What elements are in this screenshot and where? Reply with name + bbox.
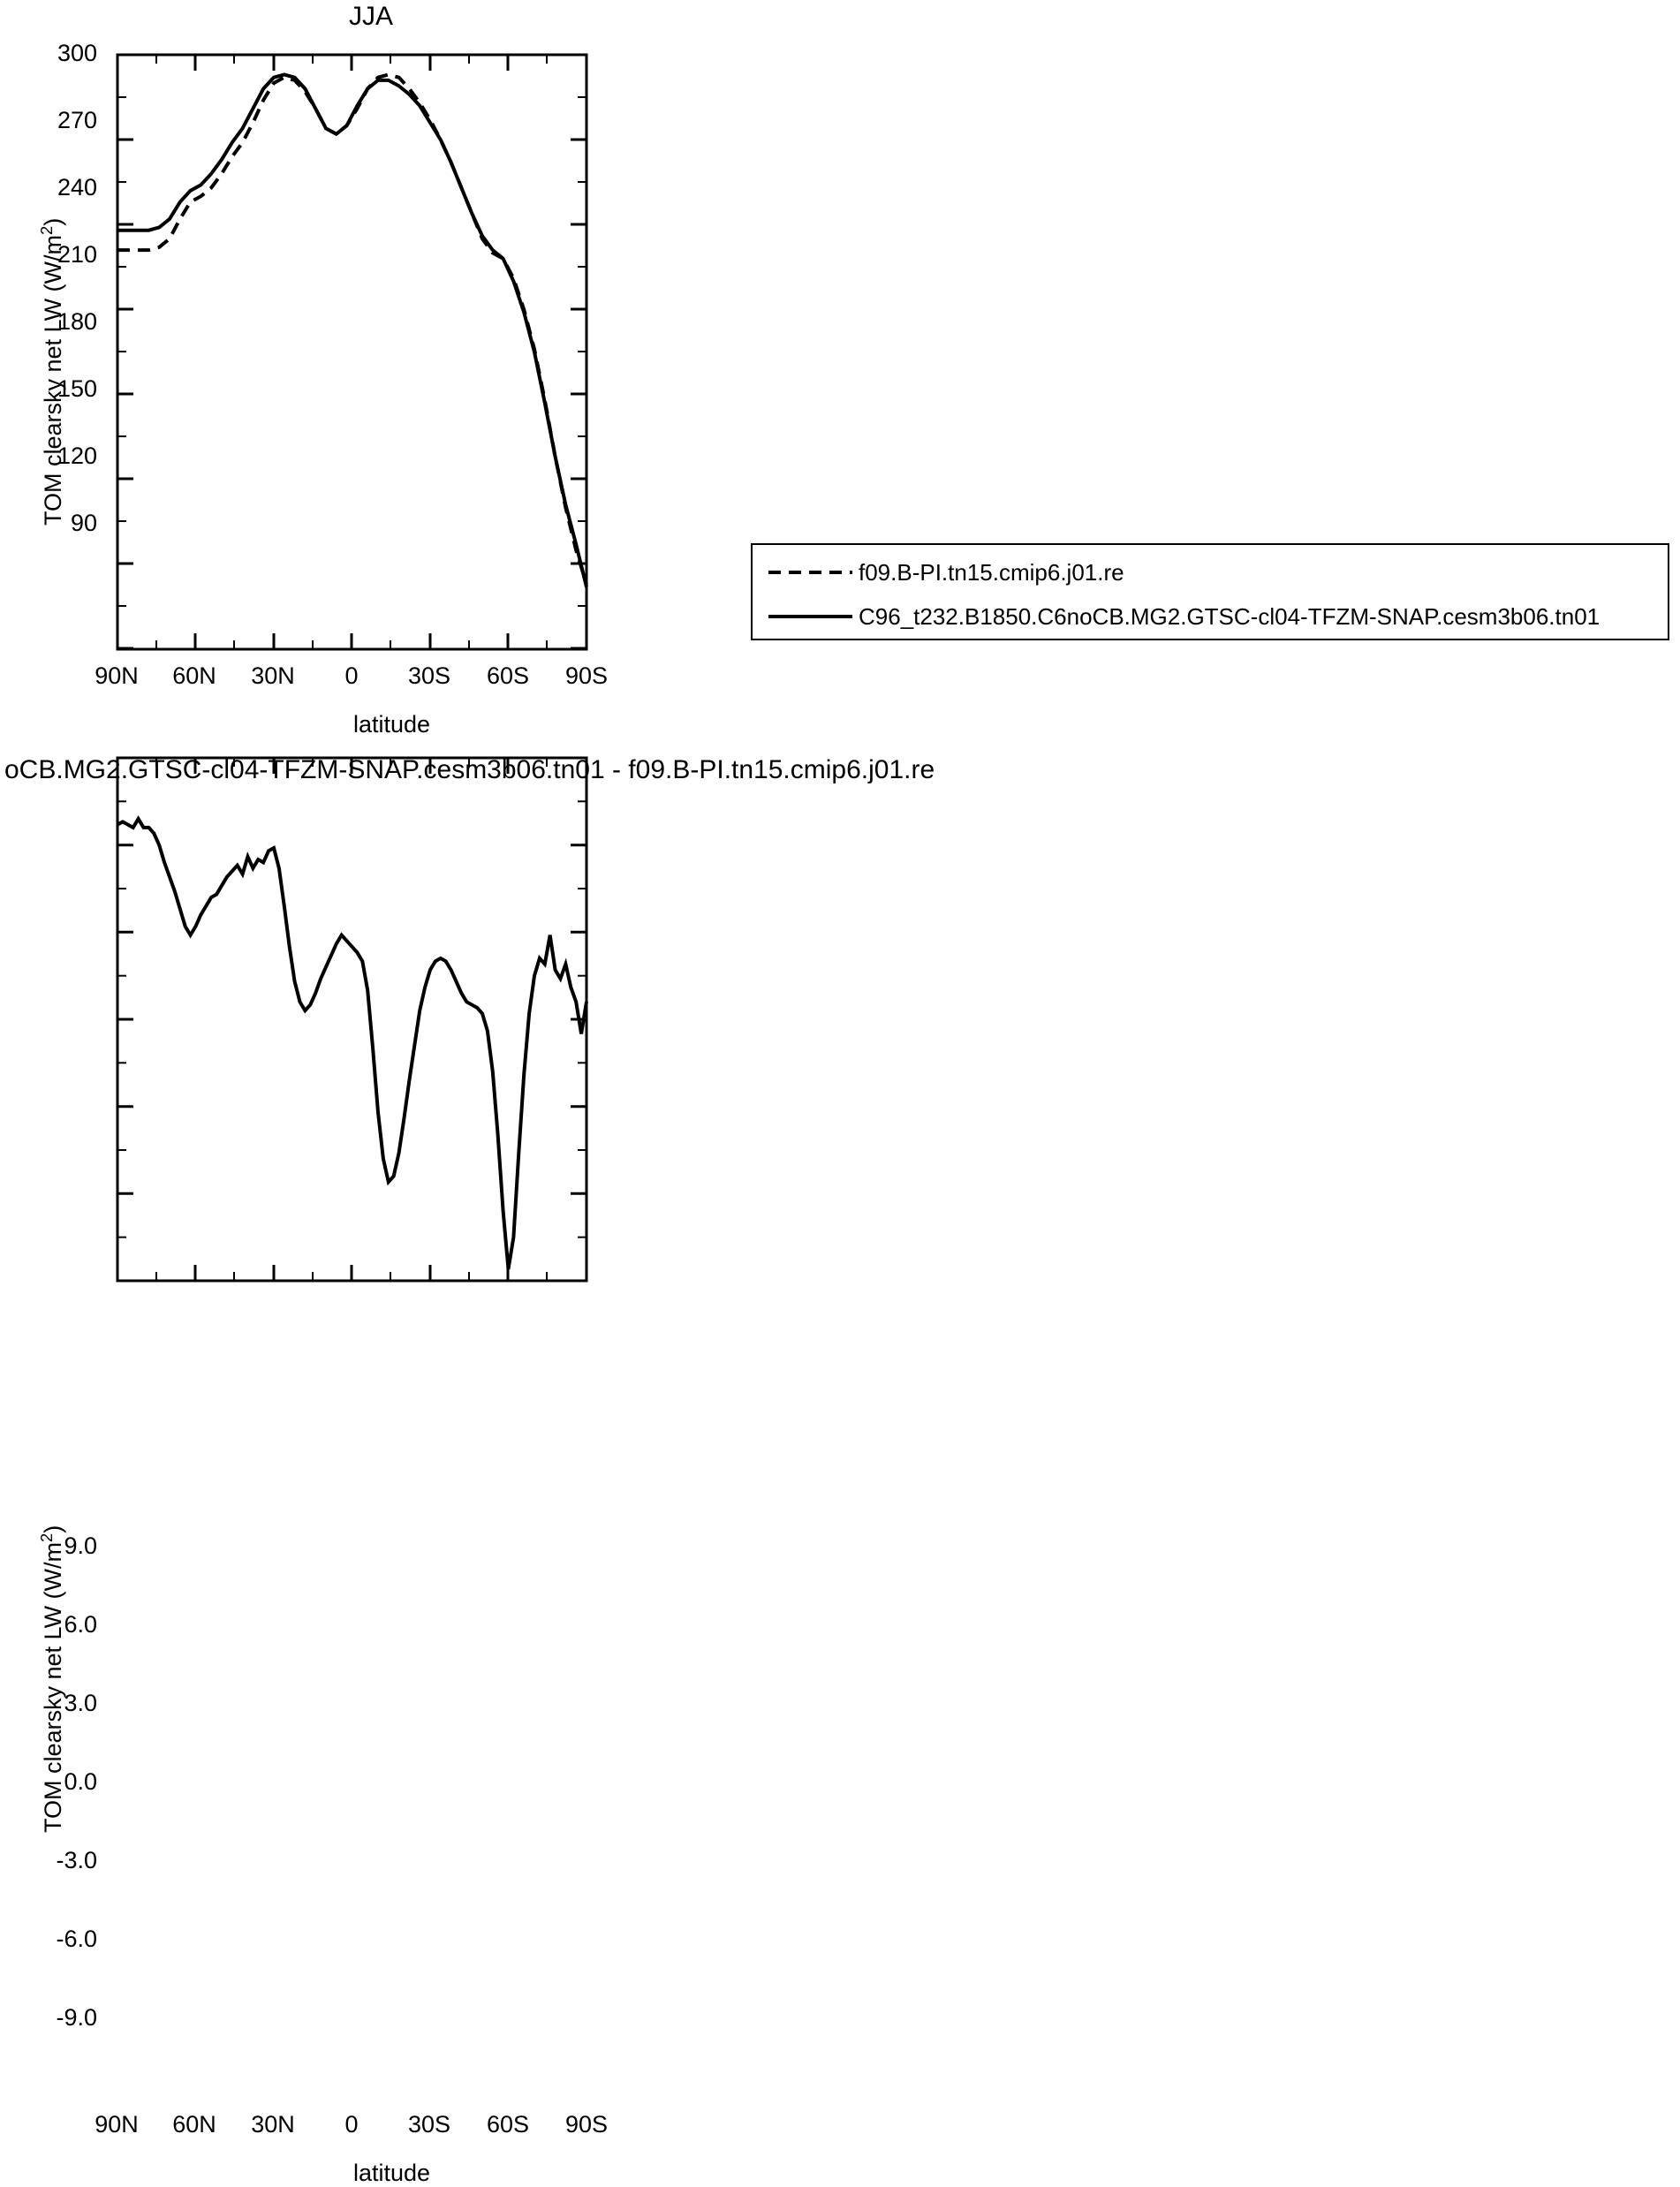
bottom-xtick-30N: 30N bbox=[251, 2111, 295, 2138]
bottom-ytick-9: 9.0 bbox=[64, 1532, 97, 1559]
top-y-label-text: TOM clearsky net LW (W/m bbox=[40, 234, 66, 526]
bottom-ytick-neg9: -9.0 bbox=[56, 2004, 97, 2031]
legend-item-1-label: C96_t232.B1850.C6noCB.MG2.GTSC-cl04-TFZM-SNAP.cesm3b06.tn01 bbox=[859, 603, 1601, 630]
top-ytick-180: 180 bbox=[57, 308, 97, 335]
bottom-chart-axes bbox=[0, 751, 795, 1369]
bottom-ytick-0: 0.0 bbox=[64, 1768, 97, 1795]
bottom-xtick-90N: 90N bbox=[95, 2111, 139, 2138]
bottom-xtick-30S: 30S bbox=[407, 2111, 451, 2138]
top-chart-panel bbox=[0, 0, 795, 738]
top-chart-title: JJA bbox=[348, 2, 393, 31]
top-series-dashed bbox=[117, 74, 586, 584]
top-xtick-60N: 60N bbox=[172, 662, 216, 689]
top-xtick-60S: 60S bbox=[486, 662, 530, 689]
top-ytick-120: 120 bbox=[57, 443, 97, 469]
bottom-ytick-6: 6.0 bbox=[64, 1611, 97, 1638]
difference-panel-title: oCB.MG2.GTSC-cl04-TFZM-SNAP.cesm3b06.tn01 - f09.B-PI.tn15.cmip6.j01.re bbox=[4, 755, 935, 784]
top-xtick-90S: 90S bbox=[564, 662, 609, 689]
top-xtick-0: 0 bbox=[344, 662, 359, 689]
top-y-label-tail: ) bbox=[40, 217, 66, 226]
top-ytick-150: 150 bbox=[57, 375, 97, 402]
bottom-ytick-neg3: -3.0 bbox=[56, 1847, 97, 1873]
top-xtick-30N: 30N bbox=[251, 662, 295, 689]
bottom-y-label-text: TOM clearsky net LW (W/m bbox=[40, 1541, 66, 1833]
top-ytick-90: 90 bbox=[70, 510, 97, 536]
top-chart-x-axis-label: latitude bbox=[353, 711, 431, 738]
bottom-y-label-tail: ) bbox=[40, 1525, 66, 1533]
top-series-solid bbox=[117, 74, 586, 586]
bottom-xtick-90S: 90S bbox=[564, 2111, 609, 2138]
top-ytick-270: 270 bbox=[57, 107, 97, 133]
bottom-ytick-3: 3.0 bbox=[64, 1690, 97, 1716]
top-chart-svg bbox=[0, 0, 795, 671]
top-ytick-210: 210 bbox=[57, 241, 97, 268]
bottom-ytick-neg6: -6.0 bbox=[56, 1926, 97, 1952]
bottom-series-difference bbox=[117, 819, 586, 1269]
bottom-xtick-60N: 60N bbox=[172, 2111, 216, 2138]
bottom-chart-x-axis-label: latitude bbox=[353, 2160, 431, 2186]
bottom-xtick-0: 0 bbox=[344, 2111, 359, 2138]
top-xtick-30S: 30S bbox=[407, 662, 451, 689]
top-ytick-300: 300 bbox=[57, 40, 97, 66]
bottom-xtick-60S: 60S bbox=[486, 2111, 530, 2138]
bottom-y-label-exponent: 2 bbox=[37, 1532, 56, 1542]
legend-item-0-label: f09.B-PI.tn15.cmip6.j01.re bbox=[859, 559, 1124, 586]
top-xtick-90N: 90N bbox=[95, 662, 139, 689]
bottom-chart-panel bbox=[0, 795, 795, 2186]
top-y-label-exponent: 2 bbox=[37, 225, 56, 235]
top-ytick-240: 240 bbox=[57, 174, 97, 201]
